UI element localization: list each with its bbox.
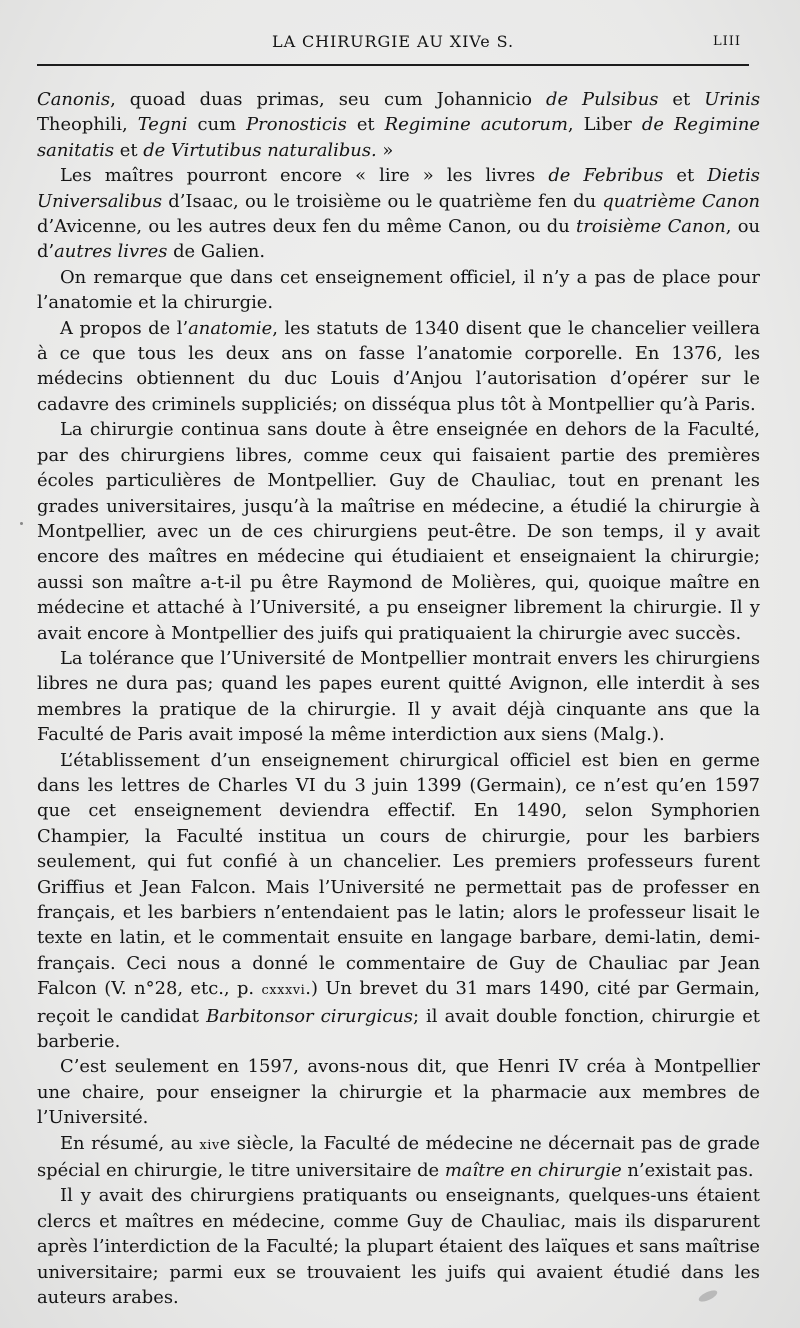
paragraph: [37, 417, 760, 646]
text-run: »: [376, 139, 394, 161]
italic-run: de Pulsibus: [546, 89, 659, 110]
text-run: de Galien.: [167, 241, 266, 263]
italic-run: anatomie: [188, 317, 273, 339]
header-rule: [37, 64, 749, 66]
italic-run: Urinis: [704, 89, 760, 110]
text-run: Il y avait des chirurgiens pratiquants ou enseignants, quelques-uns étaient clercs et maîtres en médecine, comme Guy de Chauliac, mais ils disparurent après l’interdiction de la Faculté; la plupart étaient des laïques et sans maîtrise universitaire; parmi eux se trouvaient les juifs qui avaient étudié dans les auteurs arabes.: [37, 1185, 760, 1309]
text-run: d’Avicenne, ou les autres deux fen du même Canon, ou du: [37, 216, 577, 238]
italic-run: Tegni: [137, 114, 188, 136]
italic-run: autres livres: [54, 241, 168, 263]
italic-run: quatrième Canon: [602, 190, 761, 212]
text-run: En résumé, au: [60, 1132, 200, 1154]
paragraph: [37, 646, 760, 748]
italic-run: Pronosticis: [246, 114, 347, 136]
text-run: La tolérance que l’Université de Montpellier montrait envers les chirurgiens libres ne dura pas; quand les papes eurent quitté Avignon, elle interdit à ses membres la pratique de la chirurgie. Il y avait déjà cinquante ans que la Faculté de Paris avait imposé la même interdiction aux siens (Malg.).: [37, 647, 760, 746]
paragraph: [37, 1183, 760, 1310]
text-run: , Liber: [567, 114, 642, 136]
paragraph: [37, 1054, 760, 1130]
text-run: Theophili,: [37, 114, 138, 136]
body-text: [37, 87, 760, 1311]
text-run: et: [114, 139, 144, 161]
text-run: C’est seulement en 1597, avons-nous dit, que Henri IV créa à Montpellier une chaire, pour enseigner la chirurgie et la pharmacie aux membres de l’Université.: [37, 1056, 760, 1129]
paragraph: [37, 748, 760, 1055]
text-run: .) Un brevet du 31 mars 1490, cité par Germain, reçoit le candidat: [37, 978, 760, 1027]
text-run: et: [658, 89, 705, 110]
paragraph: [37, 87, 760, 163]
running-title: LA CHIRURGIE AU XIVe S.: [272, 32, 514, 51]
text-run: n’existait pas.: [621, 1160, 754, 1182]
text-run: L’établissement d’un enseignement chirurgical officiel est bien en germe dans les lettres de Charles VI du 3 juin 1399 (Germain), ce n’est qu’en 1597 que cet enseignement deviendra effectif. En 1490, selon Symphorien Champier, la Faculté institua un cours de chirurgie, pour les barbiers seulement, qui fut confié à un chancelier. Les premiers professeurs furent Griffius et Jean Falcon. Mais l’Université ne permettait pas de professer en français, et les barbiers n’entendaient pas le latin; alors le professeur lisait le texte en latin, et le commentait ensuite en langage barbare, demi-latin, demi-français. Ceci nous a donné le commentaire de Guy de Chauliac par Jean Falcon (V. n°28, etc., p.: [37, 749, 760, 1000]
text-run: Les maîtres pourront encore « lire » les livres: [60, 165, 549, 187]
italic-run: maître en chirurgie: [444, 1160, 622, 1182]
text-run: , les statuts de 1340 disent que le chancelier veillera à ce que tous les deux ans on fasse l’anatomie corporelle. En 1376, les médecins obtiennent du duc Louis d’Anjou l’autorisation d’opérer sur le cadavre des criminels suppliciés; on disséqua plus tôt à Montpellier qu’à Paris.: [37, 317, 760, 415]
text-run: , ou d’: [37, 216, 761, 263]
text-run: et: [663, 165, 708, 187]
paragraph: [37, 265, 760, 316]
text-run: ; il avait double fonction, chirurgie et barberie.: [37, 1005, 760, 1053]
text-run: xiv: [199, 1137, 220, 1153]
paragraph: [37, 1131, 760, 1184]
text-run: et: [346, 114, 385, 136]
italic-run: de Regimine sanitatis: [37, 114, 760, 161]
text-run: La chirurgie continua sans doute à être enseignée en dehors de la Faculté, par des chirurgiens libres, comme ceux qui faisaient partie des premières écoles particulières de Montpellier. Guy de Chauliac, tout en prenant les grades universitaires, jusqu’à la maîtrise en médecine, a étudié la chirurgie à Montpellier, avec un de ces chirurgiens peut-être. De son temps, il y avait encore des maîtres en médecine qui étudiaient et enseignaient la chirurgie; aussi son maître a-t-il pu être Raymond de Molières, qui, quoique maître en médecine et attaché à l’Université, a pu enseigner librement la chirurgie. Il y avait encore à Montpellier des juifs qui pratiquaient la chirurgie avec succès.: [37, 419, 760, 644]
text-run: A propos de l’: [60, 317, 189, 339]
page-number: LIII: [712, 34, 741, 49]
paper-speck: [20, 522, 23, 525]
paragraph: [37, 316, 760, 418]
text-run: cum: [187, 114, 247, 136]
text-run: d’Isaac, ou le troisième ou le quatrième fen du: [162, 190, 603, 212]
text-run: On remarque que dans cet enseignement officiel, il n’y a pas de place pour l’anatomie et la chirurgie.: [37, 266, 760, 314]
italic-run: Canonis: [37, 89, 111, 110]
italic-run: troisième Canon: [576, 216, 726, 238]
italic-run: Barbitonsor cirurgicus: [206, 1005, 413, 1027]
text-run: e siècle, la Faculté de médecine ne décernait pas de grade spécial en chirurgie, le titre universitaire de: [37, 1132, 761, 1182]
paragraph: [37, 163, 760, 265]
italic-run: de Febribus: [548, 165, 664, 187]
running-head: [37, 30, 749, 54]
italic-run: de Virtutibus naturalibus.: [143, 139, 377, 161]
italic-run: Regimine acutorum: [384, 114, 568, 136]
text-run: , quoad duas primas, seu cum Johannicio: [110, 89, 546, 110]
italic-run: Dietis Universalibus: [37, 165, 760, 212]
text-run: cxxxvi: [261, 983, 306, 999]
